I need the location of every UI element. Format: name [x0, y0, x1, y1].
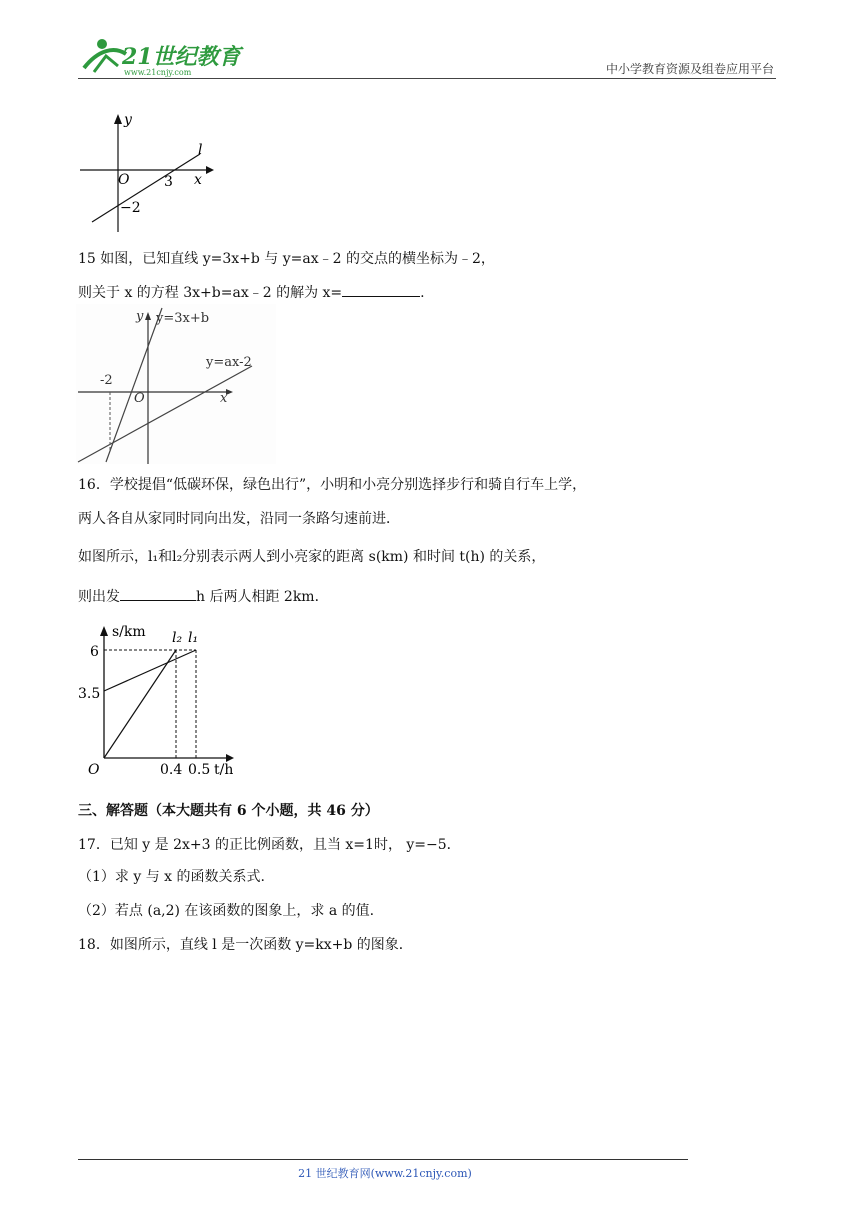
- q15-line2: [78, 282, 425, 302]
- line-l2-label: l₂: [172, 630, 183, 646]
- line-1-equation: y=3x+b: [156, 311, 210, 326]
- q17-line1: 17．已知 y 是 2x+3 的正比例函数，且当 x=1时， y=−5．: [78, 837, 461, 853]
- platform-label: 中小学教育资源及组卷应用平台: [605, 62, 774, 76]
- logo: [78, 32, 248, 78]
- x-mark-label: -2: [100, 373, 113, 388]
- q16-answer-blank[interactable]: [120, 588, 196, 601]
- q17-part1: （1）求 y 与 x 的函数关系式.: [78, 869, 265, 885]
- q17-part2: （2）若点 (a,2) 在该函数的图象上，求 a 的值.: [78, 903, 375, 919]
- x-intercept-label: 3: [164, 174, 173, 190]
- logo-sub: www.21cnjy.com: [124, 68, 192, 77]
- tick-6-label: 6: [90, 644, 99, 660]
- figure-line-l: [76, 108, 216, 238]
- footer-divider: [78, 1159, 688, 1160]
- logo-icon: [78, 32, 248, 78]
- line-l-label: l: [198, 142, 203, 158]
- axis-x-label: x: [194, 172, 202, 188]
- q16-line4: [78, 586, 329, 606]
- origin-label: O: [134, 391, 145, 406]
- header-divider: [78, 78, 776, 79]
- axis-y-label: y: [136, 309, 144, 324]
- tick-0-5-label: 0.5: [188, 762, 211, 778]
- q16-text-a: 则出发: [78, 589, 120, 605]
- axis-t-label: t/h: [214, 762, 234, 778]
- q15-text-a: 则关于 x 的方程 3x+b=ax﹣2 的解为 x=: [78, 285, 343, 301]
- y-intercept-label: −2: [120, 200, 141, 216]
- figure-distance-time: [76, 618, 246, 783]
- figure-two-lines: [76, 304, 276, 464]
- tick-3-5-label: 3.5: [78, 686, 101, 702]
- footer-link[interactable]: 21 世纪教育网(www.21cnjy.com): [298, 1167, 472, 1180]
- q15-answer-blank[interactable]: [342, 284, 420, 297]
- origin-label: O: [88, 762, 100, 778]
- line-l1-label: l₁: [188, 630, 199, 646]
- tick-0-4-label: 0.4: [160, 762, 183, 778]
- line-2-equation: y=ax-2: [206, 355, 252, 370]
- origin-label: O: [118, 172, 130, 188]
- q16-text-b: h 后两人相距 2km．: [196, 589, 329, 605]
- logo-text: 21世纪教育: [122, 44, 241, 70]
- q15-line1: 15 如图，已知直线 y=3x+b 与 y=ax﹣2 的交点的横坐标为﹣2，: [78, 251, 495, 267]
- q16-line3: 如图所示，l₁和l₂分别表示两人到小亮家的距离 s(km) 和时间 t(h) 的关系，: [78, 549, 546, 565]
- axis-s-label: s/km: [112, 624, 146, 640]
- axis-x-label: x: [220, 391, 228, 406]
- axis-y-label: y: [124, 112, 132, 128]
- q16-line2: 两人各自从家同时同向出发，沿同一条路匀速前进．: [78, 511, 400, 527]
- q16-line1: 16．学校提倡“低碳环保，绿色出行”，小明和小亮分别选择步行和骑自行车上学，: [78, 477, 587, 493]
- section-3-title: 三、解答题（本大题共有 6 个小题，共 46 分）: [78, 803, 379, 819]
- q15-text-b: .: [420, 285, 425, 301]
- q18-line1: 18．如图所示，直线 l 是一次函数 y=kx+b 的图象．: [78, 937, 413, 953]
